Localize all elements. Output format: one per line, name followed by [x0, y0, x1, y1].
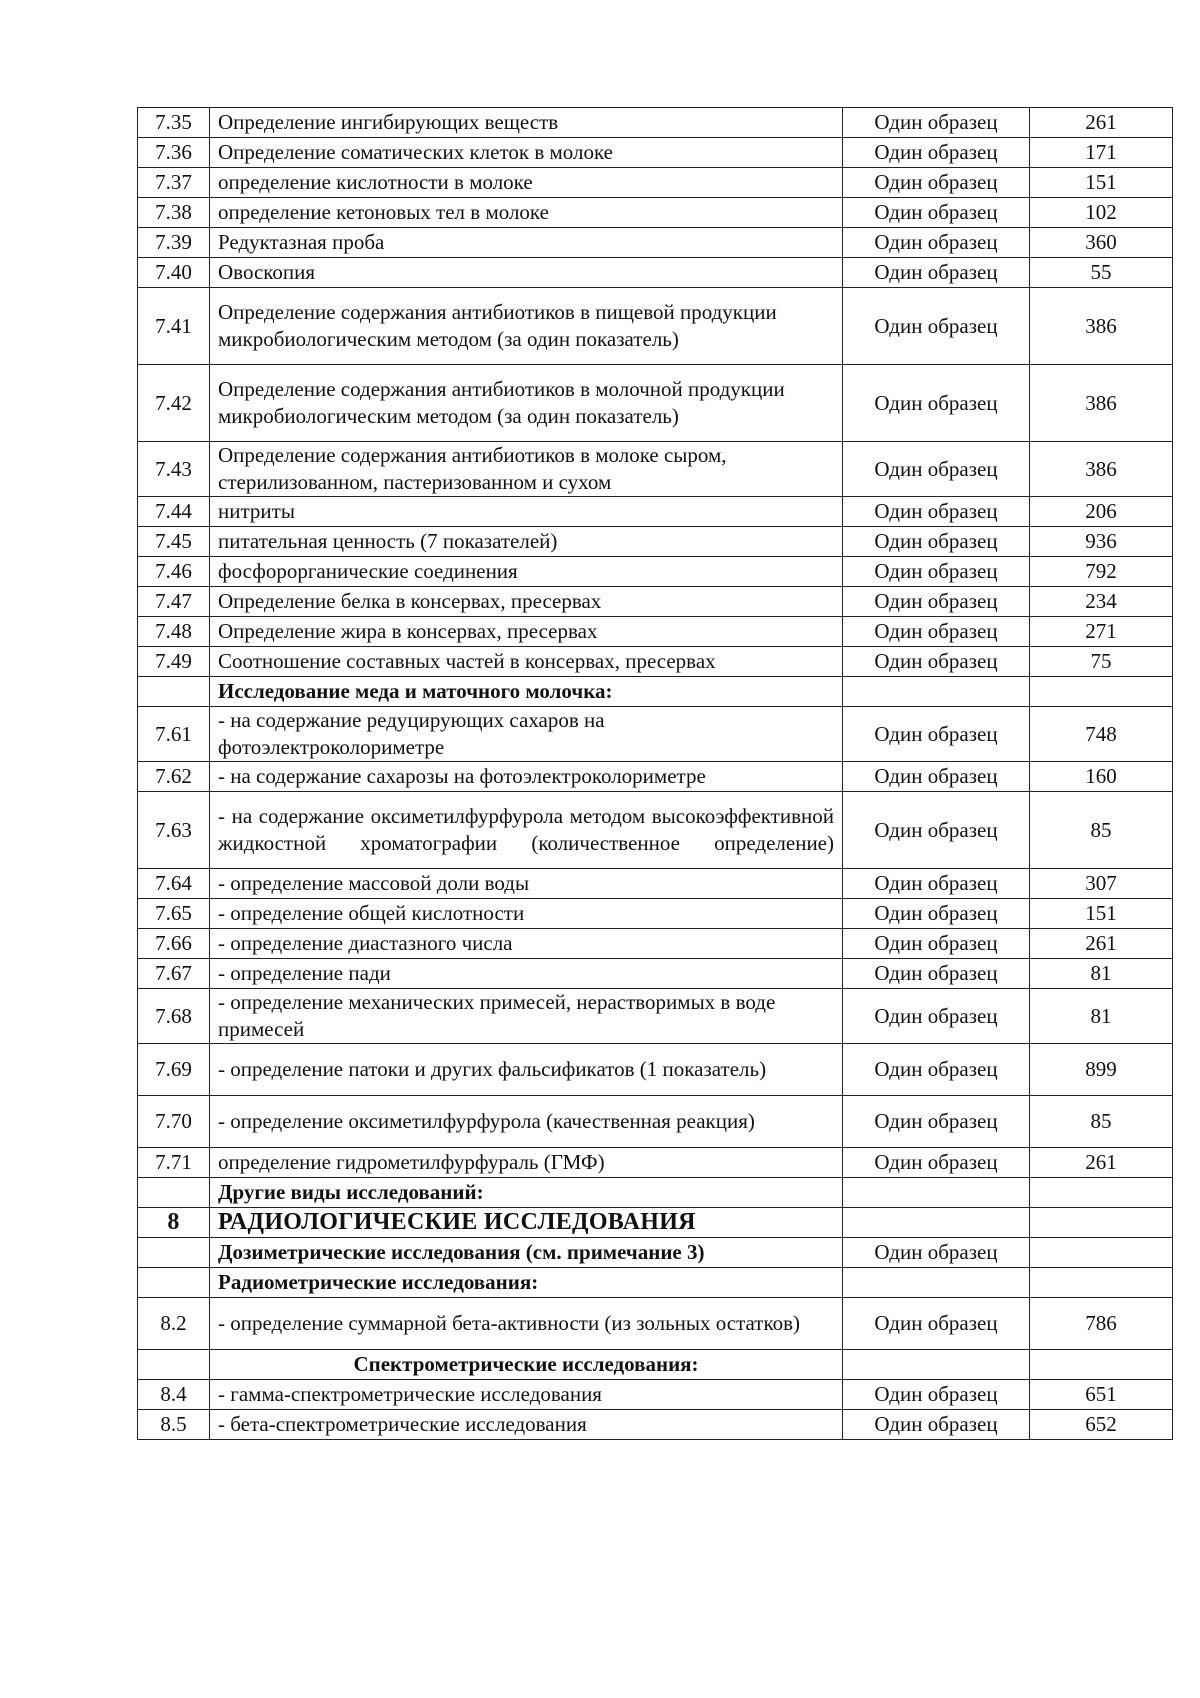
unit-cell: Один образец: [843, 1380, 1030, 1410]
table-row: [138, 707, 1173, 762]
unit-cell: Один образец: [843, 1044, 1030, 1096]
price-cell: 261: [1030, 1148, 1173, 1178]
row-number-cell: [138, 1350, 210, 1380]
unit-cell: [843, 677, 1030, 707]
row-number-cell: 7.35: [138, 108, 210, 138]
unit-cell: Один образец: [843, 989, 1030, 1044]
unit-cell: Один образец: [843, 792, 1030, 869]
service-name-cell: - бета-спектрометрические исследования: [210, 1410, 843, 1440]
price-cell: 206: [1030, 497, 1173, 527]
service-name-cell: РАДИОЛОГИЧЕСКИЕ ИССЛЕДОВАНИЯ: [210, 1208, 843, 1238]
price-cell: 271: [1030, 617, 1173, 647]
unit-cell: Один образец: [843, 929, 1030, 959]
service-name-cell: - определение общей кислотности: [210, 899, 843, 929]
price-cell: 160: [1030, 762, 1173, 792]
table-row: [138, 1238, 1173, 1268]
unit-cell: Один образец: [843, 198, 1030, 228]
service-name-cell: Определение содержания антибиотиков в молоке сыром, стерилизованном, пастеризованном и сухом: [210, 442, 843, 497]
unit-cell: [843, 1208, 1030, 1238]
row-number-cell: 7.68: [138, 989, 210, 1044]
service-name-cell: - определение пади: [210, 959, 843, 989]
unit-cell: [843, 1178, 1030, 1208]
unit-cell: Один образец: [843, 138, 1030, 168]
price-cell: 85: [1030, 792, 1173, 869]
price-cell: 936: [1030, 527, 1173, 557]
row-number-cell: 7.71: [138, 1148, 210, 1178]
row-number-cell: 8: [138, 1208, 210, 1238]
table-row: [138, 869, 1173, 899]
price-cell: 386: [1030, 442, 1173, 497]
row-number-cell: 8.2: [138, 1298, 210, 1350]
table-row: [138, 762, 1173, 792]
row-number-cell: 7.37: [138, 168, 210, 198]
unit-cell: Один образец: [843, 762, 1030, 792]
price-cell: 81: [1030, 959, 1173, 989]
price-cell: 307: [1030, 869, 1173, 899]
price-cell: 386: [1030, 288, 1173, 365]
unit-cell: Один образец: [843, 527, 1030, 557]
price-cell: [1030, 1350, 1173, 1380]
service-name-cell: Дозиметрические исследования (см. примечание 3): [210, 1238, 843, 1268]
price-cell: [1030, 1178, 1173, 1208]
table-row: [138, 989, 1173, 1044]
row-number-cell: 7.39: [138, 228, 210, 258]
row-number-cell: [138, 1178, 210, 1208]
price-cell: 102: [1030, 198, 1173, 228]
table-row: [138, 198, 1173, 228]
table-row: [138, 1268, 1173, 1298]
row-number-cell: [138, 677, 210, 707]
unit-cell: Один образец: [843, 258, 1030, 288]
price-cell: 151: [1030, 168, 1173, 198]
table-row: [138, 1410, 1173, 1440]
row-number-cell: [138, 1268, 210, 1298]
row-number-cell: 7.41: [138, 288, 210, 365]
price-cell: 651: [1030, 1380, 1173, 1410]
row-number-cell: 7.36: [138, 138, 210, 168]
row-number-cell: 7.49: [138, 647, 210, 677]
table-row: [138, 138, 1173, 168]
price-cell: 85: [1030, 1096, 1173, 1148]
price-table-body: [138, 108, 1173, 1440]
price-cell: 81: [1030, 989, 1173, 1044]
row-number-cell: 7.65: [138, 899, 210, 929]
table-row: [138, 929, 1173, 959]
row-number-cell: 7.40: [138, 258, 210, 288]
unit-cell: Один образец: [843, 557, 1030, 587]
service-name-cell: Другие виды исследований:: [210, 1178, 843, 1208]
row-number-cell: 7.63: [138, 792, 210, 869]
service-name-cell: - на содержание оксиметилфурфурола методом высокоэффективной жидкостной хроматографии (количественное определение): [210, 792, 843, 869]
unit-cell: Один образец: [843, 647, 1030, 677]
service-name-cell: определение кислотности в молоке: [210, 168, 843, 198]
service-name-cell: Определение соматических клеток в молоке: [210, 138, 843, 168]
unit-cell: Один образец: [843, 168, 1030, 198]
price-cell: 360: [1030, 228, 1173, 258]
row-number-cell: 7.42: [138, 365, 210, 442]
service-name-cell: фосфорорганические соединения: [210, 557, 843, 587]
service-name-cell: - определение механических примесей, нерастворимых в воде примесей: [210, 989, 843, 1044]
service-name-cell: нитриты: [210, 497, 843, 527]
unit-cell: Один образец: [843, 1148, 1030, 1178]
unit-cell: Один образец: [843, 959, 1030, 989]
service-name-cell: Определение белка в консервах, пресервах: [210, 587, 843, 617]
table-row: [138, 168, 1173, 198]
unit-cell: Один образец: [843, 497, 1030, 527]
price-cell: 899: [1030, 1044, 1173, 1096]
row-number-cell: 7.38: [138, 198, 210, 228]
unit-cell: Один образец: [843, 617, 1030, 647]
row-number-cell: 7.46: [138, 557, 210, 587]
service-name-cell: - гамма-спектрометрические исследования: [210, 1380, 843, 1410]
service-name-cell: - определение патоки и других фальсификатов (1 показатель): [210, 1044, 843, 1096]
unit-cell: Один образец: [843, 899, 1030, 929]
price-cell: [1030, 1208, 1173, 1238]
table-row: [138, 557, 1173, 587]
service-name-cell: Спектрометрические исследования:: [210, 1350, 843, 1380]
row-number-cell: 7.47: [138, 587, 210, 617]
unit-cell: Один образец: [843, 1096, 1030, 1148]
unit-cell: [843, 1268, 1030, 1298]
service-name-cell: - определение суммарной бета-активности (из зольных остатков): [210, 1298, 843, 1350]
service-name-cell: определение кетоновых тел в молоке: [210, 198, 843, 228]
service-name-cell: Редуктазная проба: [210, 228, 843, 258]
table-row: [138, 228, 1173, 258]
row-number-cell: 8.5: [138, 1410, 210, 1440]
price-cell: 748: [1030, 707, 1173, 762]
price-table: [137, 107, 1173, 1440]
table-row: [138, 1044, 1173, 1096]
service-name-cell: Определение жира в консервах, пресервах: [210, 617, 843, 647]
service-name-cell: определение гидрометилфурфураль (ГМФ): [210, 1148, 843, 1178]
table-row: [138, 1380, 1173, 1410]
row-number-cell: 7.69: [138, 1044, 210, 1096]
table-row: [138, 792, 1173, 869]
unit-cell: Один образец: [843, 707, 1030, 762]
service-name-cell: - на содержание сахарозы на фотоэлектроколориметре: [210, 762, 843, 792]
unit-cell: Один образец: [843, 1238, 1030, 1268]
price-cell: [1030, 677, 1173, 707]
row-number-cell: 7.61: [138, 707, 210, 762]
price-cell: 151: [1030, 899, 1173, 929]
row-number-cell: 7.45: [138, 527, 210, 557]
price-cell: 75: [1030, 647, 1173, 677]
service-name-cell: Радиометрические исследования:: [210, 1268, 843, 1298]
table-row: [138, 677, 1173, 707]
row-number-cell: 8.4: [138, 1380, 210, 1410]
table-row: [138, 1178, 1173, 1208]
table-row: [138, 365, 1173, 442]
price-cell: 792: [1030, 557, 1173, 587]
row-number-cell: 7.48: [138, 617, 210, 647]
service-name-cell: Исследование меда и маточного молочка:: [210, 677, 843, 707]
table-row: [138, 1350, 1173, 1380]
row-number-cell: 7.70: [138, 1096, 210, 1148]
table-row: [138, 899, 1173, 929]
unit-cell: Один образец: [843, 587, 1030, 617]
table-row: [138, 1096, 1173, 1148]
price-cell: 55: [1030, 258, 1173, 288]
service-name-cell: Соотношение составных частей в консервах, пресервах: [210, 647, 843, 677]
unit-cell: Один образец: [843, 288, 1030, 365]
price-cell: 386: [1030, 365, 1173, 442]
price-cell: 171: [1030, 138, 1173, 168]
price-cell: 261: [1030, 108, 1173, 138]
unit-cell: Один образец: [843, 228, 1030, 258]
price-cell: 786: [1030, 1298, 1173, 1350]
unit-cell: [843, 1350, 1030, 1380]
service-name-cell: Определение содержания антибиотиков в пищевой продукции микробиологическим методом (за один показатель): [210, 288, 843, 365]
row-number-cell: 7.43: [138, 442, 210, 497]
table-row: [138, 497, 1173, 527]
table-row: [138, 108, 1173, 138]
row-number-cell: 7.64: [138, 869, 210, 899]
unit-cell: Один образец: [843, 1410, 1030, 1440]
table-row: [138, 587, 1173, 617]
row-number-cell: [138, 1238, 210, 1268]
row-number-cell: 7.44: [138, 497, 210, 527]
table-row: [138, 258, 1173, 288]
row-number-cell: 7.66: [138, 929, 210, 959]
service-name-cell: Овоскопия: [210, 258, 843, 288]
table-row: [138, 1208, 1173, 1238]
price-cell: [1030, 1238, 1173, 1268]
price-cell: 652: [1030, 1410, 1173, 1440]
table-row: [138, 288, 1173, 365]
table-row: [138, 647, 1173, 677]
service-name-cell: - определение массовой доли воды: [210, 869, 843, 899]
unit-cell: Один образец: [843, 365, 1030, 442]
service-name-cell: Определение ингибирующих веществ: [210, 108, 843, 138]
table-row: [138, 959, 1173, 989]
row-number-cell: 7.67: [138, 959, 210, 989]
service-name-cell: - определение оксиметилфурфурола (качественная реакция): [210, 1096, 843, 1148]
price-cell: [1030, 1268, 1173, 1298]
table-row: [138, 527, 1173, 557]
unit-cell: Один образец: [843, 108, 1030, 138]
unit-cell: Один образец: [843, 869, 1030, 899]
service-name-cell: - на содержание редуцирующих сахаров на фотоэлектроколориметре: [210, 707, 843, 762]
table-row: [138, 1148, 1173, 1178]
table-row: [138, 442, 1173, 497]
table-row: [138, 617, 1173, 647]
service-name-cell: питательная ценность (7 показателей): [210, 527, 843, 557]
table-row: [138, 1298, 1173, 1350]
unit-cell: Один образец: [843, 442, 1030, 497]
price-cell: 234: [1030, 587, 1173, 617]
service-name-cell: - определение диастазного числа: [210, 929, 843, 959]
price-cell: 261: [1030, 929, 1173, 959]
row-number-cell: 7.62: [138, 762, 210, 792]
unit-cell: Один образец: [843, 1298, 1030, 1350]
service-name-cell: Определение содержания антибиотиков в молочной продукции микробиологическим методом (за один показатель): [210, 365, 843, 442]
